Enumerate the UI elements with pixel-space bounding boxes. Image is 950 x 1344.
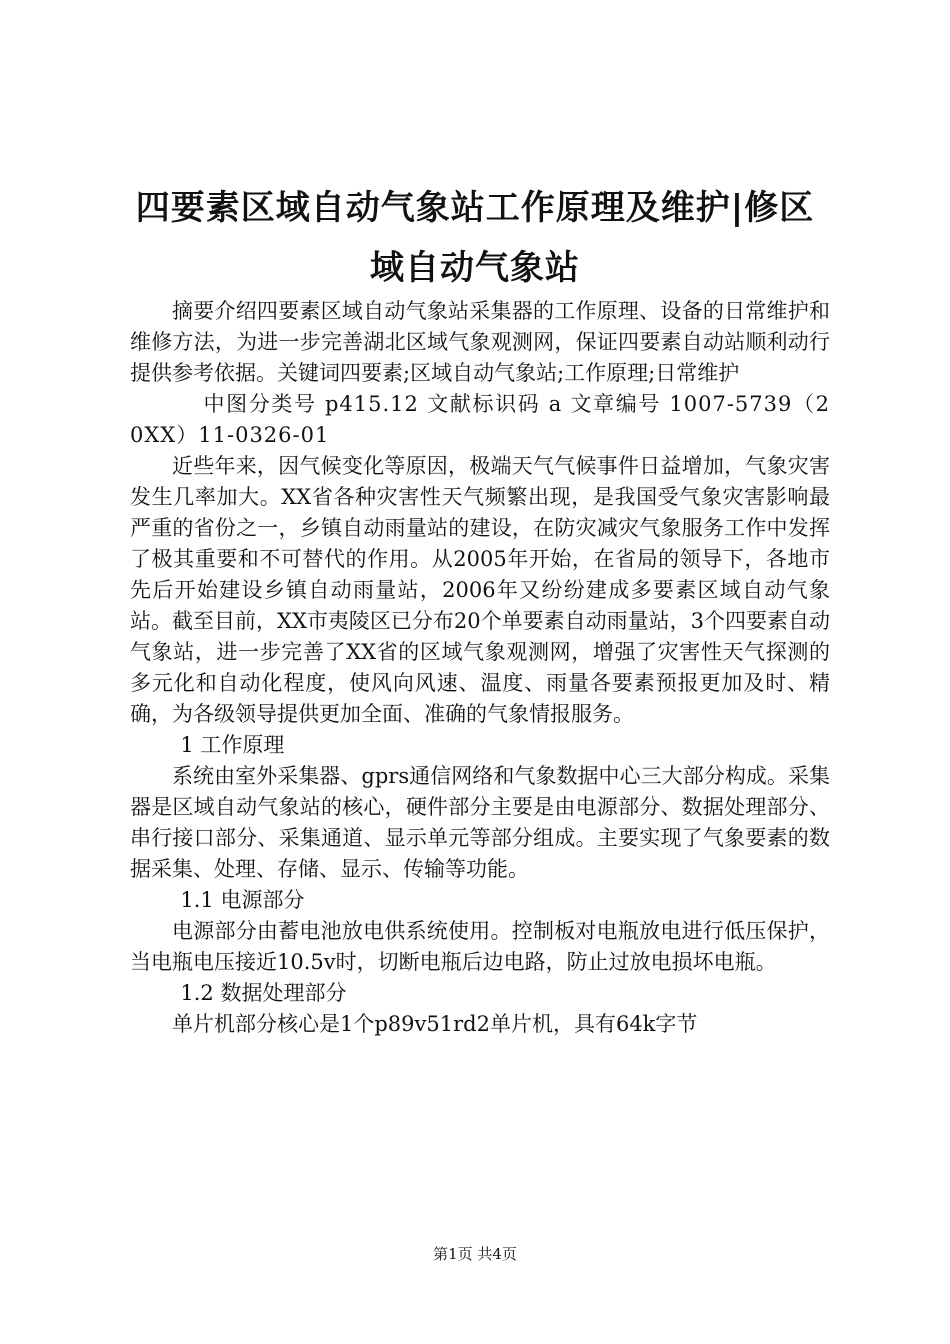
section-1-paragraph: 系统由室外采集器、gprs通信网络和气象数据中心三大部分构成。采集器是区域自动气象站的核心，硬件部分主要是由电源部分、数据处理部分、串行接口部分、采集通道、显示单元等部分组成。主要实现了气象要素的数据采集、处理、存储、显示、传输等功能。 xyxy=(130,764,830,881)
document-title: 四要素区域自动气象站工作原理及维护|修区域自动气象站 xyxy=(135,188,815,288)
section-1-2-paragraph: 单片机部分核心是1个p89v51rd2单片机，具有64k字节 xyxy=(172,1012,698,1036)
section-1-1-paragraph: 电源部分由蓄电池放电供系统使用。控制板对电瓶放电进行低压保护，当电瓶电压接近10.5v时，切断电瓶后边电路，防止过放电损坏电瓶。 xyxy=(130,919,830,974)
classification-paragraph: 中图分类号 p415.12 文献标识码 a 文章编号 1007-5739（20XX）11-0326-01 xyxy=(130,392,830,447)
section-heading-1: 1 工作原理 xyxy=(180,733,285,757)
intro-paragraph: 近些年来，因气候变化等原因，极端天气气候事件日益增加，气象灾害发生几率加大。XX省各种灾害性天气频繁出现，是我国受气象灾害影响最严重的省份之一，乡镇自动雨量站的建设，在防灾减灾气象服务工作中发挥了极其重要和不可替代的作用。从2005年开始，在省局的领导下，各地市先后开始建设乡镇自动雨量站，2006年又纷纷建成多要素区域自动气象站。截至目前，XX市夷陵区已分布20个单要素自动雨量站，3个四要素自动气象站，进一步完善了XX省的区域气象观测网，增强了灾害性天气探测的多元化和自动化程度，使风向风速、温度、雨量各要素预报更加及时、精确，为各级领导提供更加全面、准确的气象情报服务。 xyxy=(130,454,830,726)
section-heading-1-2: 1.2 数据处理部分 xyxy=(180,981,347,1005)
document-body xyxy=(130,296,830,1040)
section-heading-1-1: 1.1 电源部分 xyxy=(180,888,305,912)
page-footer: 第1页 共4页 xyxy=(433,1245,517,1263)
abstract-paragraph: 摘要介绍四要素区域自动气象站采集器的工作原理、设备的日常维护和维修方法，为进一步完善湖北区域气象观测网，保证四要素自动站顺利动行提供参考依据。关键词四要素;区域自动气象站;工作原理;日常维护 xyxy=(130,299,830,385)
